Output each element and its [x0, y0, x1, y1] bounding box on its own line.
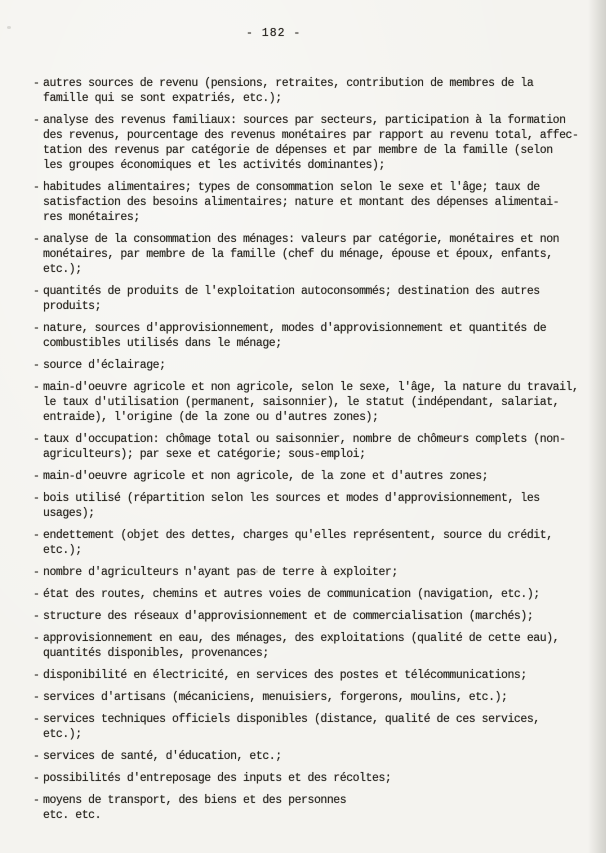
- bullet-item: [33, 284, 589, 314]
- paragraph-line: structure des réseaux d'approvisionnement et de commercialisation (marchés);: [43, 610, 534, 623]
- bullet-dash: -: [33, 285, 40, 298]
- paragraph-line: moyens de transport, des biens et des personnes: [43, 794, 347, 807]
- bullet-text: [43, 432, 589, 462]
- bullet-dash: -: [33, 632, 40, 645]
- bullet-item: [33, 491, 589, 521]
- bullet-text: [43, 469, 589, 484]
- bullet-item: [33, 358, 589, 373]
- paragraph-line: analyse des revenus familiaux: sources par secteurs, participation à la formation: [43, 114, 566, 127]
- bullet-list: [33, 76, 589, 830]
- bullet-text: [43, 690, 589, 705]
- bullet-text: [43, 321, 589, 351]
- paragraph-line: le taux d'utilisation (permanent, saisonnier), le statut (indépendant, salariat,: [43, 396, 560, 409]
- bullet-item: [33, 668, 589, 683]
- bullet-item: [33, 631, 589, 661]
- bullet-item: [33, 528, 589, 558]
- bullet-text: [43, 491, 589, 521]
- bullet-dash: -: [33, 588, 40, 601]
- bullet-text: [43, 749, 589, 764]
- bullet-dash: -: [33, 669, 40, 682]
- paragraph-line: etc.);: [43, 544, 82, 557]
- paragraph-line: habitudes alimentaires; types de consommation selon le sexe et l'âge; taux de: [43, 181, 540, 194]
- paragraph-line: source d'éclairage;: [43, 359, 166, 372]
- bullet-item: [33, 180, 589, 225]
- bullet-dash: -: [33, 772, 40, 785]
- bullet-dash: -: [33, 610, 40, 623]
- paragraph-line: approvisionnement en eau, des ménages, des exploitations (qualité de cette eau),: [43, 632, 560, 645]
- bullet-text: [43, 380, 589, 425]
- paragraph-line: taux d'occupation: chômage total ou saisonnier, nombre de chômeurs complets (non-: [43, 433, 566, 446]
- bullet-text: [43, 232, 589, 277]
- bullet-item: [33, 609, 589, 624]
- bullet-dash: -: [33, 77, 40, 90]
- bullet-item: [33, 232, 589, 277]
- paragraph-line: etc.);: [43, 728, 82, 741]
- bullet-text: [43, 771, 589, 786]
- bullet-item: [33, 321, 589, 351]
- paragraph-line: main-d'oeuvre agricole et non agricole, de la zone et d'autres zones;: [43, 470, 489, 483]
- bullet-dash: -: [33, 691, 40, 704]
- bullet-dash: -: [33, 794, 40, 807]
- paragraph-line: disponibilité en électricité, en services des postes et télécommunications;: [43, 669, 527, 682]
- scan-speck: [7, 26, 11, 29]
- paragraph-line: quantités disponibles, provenances;: [43, 647, 269, 660]
- bullet-text: [43, 631, 589, 661]
- bullet-dash: -: [33, 470, 40, 483]
- paragraph-line: agriculteurs); par sexe et catégorie; sous-emploi;: [43, 448, 366, 461]
- bullet-dash: -: [33, 233, 40, 246]
- paragraph-line: bois utilisé (répartition selon les sources et modes d'approvisionnement, les: [43, 492, 540, 505]
- paragraph-line: possibilités d'entreposage des inputs et des récoltes;: [43, 772, 392, 785]
- paragraph-line: etc. etc.: [43, 809, 102, 822]
- paragraph-line: autres sources de revenu (pensions, retraites, contribution de membres de la: [43, 77, 534, 90]
- paragraph-line: endettement (objet des dettes, charges qu'elles représentent, source du crédit,: [43, 529, 553, 542]
- paragraph-line: res monétaires;: [43, 211, 140, 224]
- paragraph-line: main-d'oeuvre agricole et non agricole, selon le sexe, l'âge, la nature du travail,: [43, 381, 579, 394]
- bullet-dash: -: [33, 114, 40, 127]
- bullet-item: [33, 771, 589, 786]
- bullet-dash: -: [33, 492, 40, 505]
- paragraph-line: état des routes, chemins et autres voies de communication (navigation, etc.);: [43, 588, 540, 601]
- bullet-item: [33, 749, 589, 764]
- bullet-item: [33, 113, 589, 173]
- bullet-item: [33, 432, 589, 462]
- bullet-text: [43, 180, 589, 225]
- paragraph-line: entraide), l'origine (de la zone ou d'autres zones);: [43, 411, 379, 424]
- paragraph-line: analyse de la consommation des ménages: valeurs par catégorie, monétaires et non: [43, 233, 560, 246]
- bullet-text: [43, 587, 589, 602]
- bullet-text: [43, 113, 589, 173]
- bullet-dash: -: [33, 359, 40, 372]
- bullet-dash: -: [33, 750, 40, 763]
- bullet-text: [43, 609, 589, 624]
- bullet-item: [33, 793, 589, 823]
- bullet-item: [33, 712, 589, 742]
- bullet-dash: -: [33, 433, 40, 446]
- paragraph-line: usages);: [43, 507, 95, 520]
- paragraph-line: tation des revenus par catégorie de dépenses et par membre de la famille (selon: [43, 144, 553, 157]
- paragraph-line: famille qui se sont expatriés, etc.);: [43, 92, 282, 105]
- bullet-item: [33, 76, 589, 106]
- bullet-dash: -: [33, 381, 40, 394]
- bullet-dash: -: [33, 713, 40, 726]
- bullet-dash: -: [33, 181, 40, 194]
- bullet-item: [33, 690, 589, 705]
- paragraph-line: monétaires, par membre de la famille (chef du ménage, épouse et époux, enfants,: [43, 248, 553, 261]
- paragraph-line: etc.);: [43, 263, 82, 276]
- paragraph-line: produits;: [43, 300, 102, 313]
- bullet-item: [33, 587, 589, 602]
- bullet-dash: -: [33, 322, 40, 335]
- bullet-text: [43, 76, 589, 106]
- paragraph-line: services d'artisans (mécaniciens, menuisiers, forgerons, moulins, etc.);: [43, 691, 508, 704]
- bullet-item: [33, 469, 589, 484]
- paragraph-line: combustibles utilisés dans le ménage;: [43, 337, 282, 350]
- paragraph-line: des revenus, pourcentage des revenus monétaires par rapport au revenu total, affec-: [43, 129, 579, 142]
- bullet-text: [43, 793, 589, 823]
- bullet-dash: -: [33, 566, 40, 579]
- bullet-text: [43, 284, 589, 314]
- page-number: - 182 -: [246, 27, 302, 40]
- bullet-text: [43, 668, 589, 683]
- bullet-text: [43, 565, 589, 580]
- bullet-item: [33, 565, 589, 580]
- bullet-dash: -: [33, 529, 40, 542]
- paragraph-line: satisfaction des besoins alimentaires; nature et montant des dépenses alimentai-: [43, 196, 560, 209]
- bullet-item: [33, 380, 589, 425]
- bullet-text: [43, 358, 589, 373]
- paragraph-line: services de santé, d'éducation, etc.;: [43, 750, 282, 763]
- bullet-text: [43, 528, 589, 558]
- paragraph-line: nature, sources d'approvisionnement, modes d'approvisionnement et quantités de: [43, 322, 547, 335]
- paragraph-line: nombre d'agriculteurs n'ayant pas de terre à exploiter;: [43, 566, 398, 579]
- paper-edge-shade: [588, 0, 606, 853]
- paragraph-line: quantités de produits de l'exploitation autoconsommés; destination des autres: [43, 285, 540, 298]
- bullet-text: [43, 712, 589, 742]
- paragraph-line: les groupes économiques et les activités dominantes);: [43, 159, 385, 172]
- paragraph-line: services techniques officiels disponibles (distance, qualité de ces services,: [43, 713, 540, 726]
